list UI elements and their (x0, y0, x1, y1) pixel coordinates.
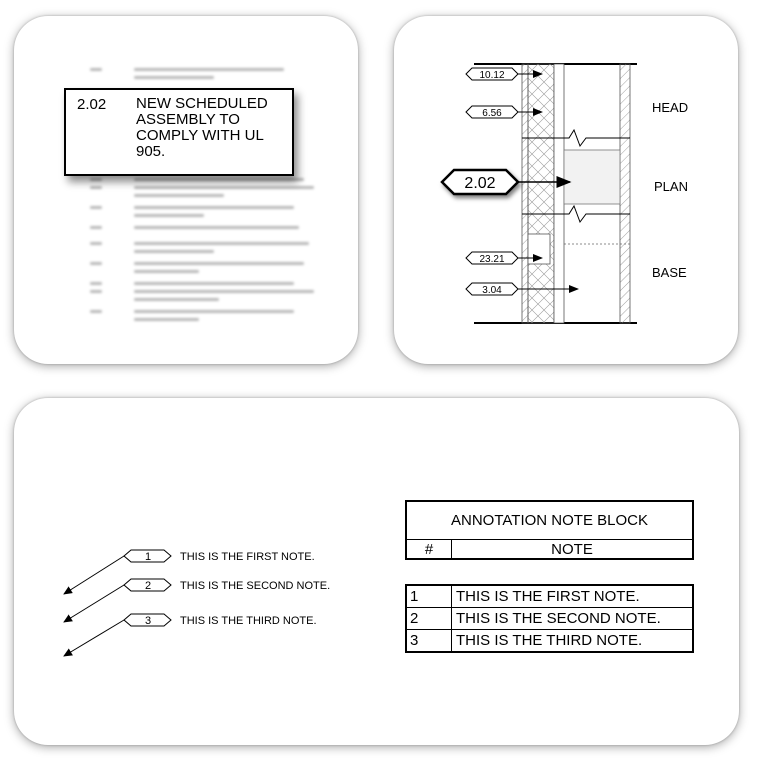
blurred-line (134, 318, 199, 321)
tag-label: 23.21 (479, 254, 505, 265)
blurred-line (90, 290, 102, 293)
leader-note-number: 1 (144, 551, 152, 563)
blurred-line (134, 310, 294, 313)
leader-note-number: 3 (144, 615, 152, 627)
base-label: BASE (652, 265, 687, 280)
leader-note-3 (64, 614, 317, 656)
leader-note-text: THIS IS THE SECOND NOTE. (180, 580, 331, 592)
note-row-text: THIS IS THE THIRD NOTE. (456, 632, 643, 649)
table-row (407, 630, 692, 652)
spec-callout-panel (14, 16, 358, 364)
blurred-line (134, 194, 224, 197)
blurred-line (134, 298, 219, 301)
callout-note-box (64, 88, 294, 176)
blurred-line (90, 242, 102, 245)
blurred-line (134, 282, 294, 285)
blurred-line (134, 262, 304, 265)
tag-label: 3.04 (482, 285, 502, 296)
note-row-number: 1 (407, 586, 452, 608)
exterior-sheathing (522, 64, 528, 323)
note-column-number-header: # (407, 540, 452, 560)
blurred-line (134, 226, 299, 229)
blurred-line (134, 206, 294, 209)
plan-label: PLAN (654, 179, 688, 194)
insulation-layer (528, 64, 554, 323)
note-row-number: 2 (407, 608, 452, 630)
blurred-line (90, 262, 102, 265)
callout-text: NEW SCHEDULED ASSEMBLY TO COMPLY WITH UL 905. (136, 95, 268, 160)
leader-notes-drawing (14, 398, 374, 745)
note-row-number: 3 (407, 630, 452, 652)
stud-layer (554, 64, 564, 323)
note-block-header (405, 500, 694, 560)
note-row-text: THIS IS THE SECOND NOTE. (456, 610, 661, 627)
note-column-note-header: NOTE (551, 541, 593, 558)
main-tag-label: 2.02 (464, 175, 496, 192)
blurred-line (90, 178, 102, 181)
wall-section-drawing (394, 16, 738, 364)
callout-number: 2.02 (77, 96, 107, 113)
blurred-line (134, 76, 214, 79)
head-label: HEAD (652, 100, 689, 115)
note-row-text: THIS IS THE FIRST NOTE. (456, 588, 640, 605)
blurred-line (90, 282, 102, 285)
note-block-table (405, 584, 694, 653)
blurred-line (134, 214, 204, 217)
leader-note-number: 2 (144, 580, 152, 592)
blurred-line (90, 186, 102, 189)
blurred-line (90, 226, 102, 229)
tag-label: 6.56 (482, 108, 502, 119)
wall-section-panel (394, 16, 738, 364)
leader-note-text: THIS IS THE THIRD NOTE. (180, 615, 317, 627)
blurred-line (134, 178, 304, 181)
annotation-notes-panel (14, 398, 739, 745)
table-row (407, 608, 692, 630)
blurred-line (90, 206, 102, 209)
leader-note-text: THIS IS THE FIRST NOTE. (180, 551, 315, 563)
blurred-line (90, 68, 102, 71)
interior-gypsum (620, 64, 630, 323)
blurred-line (134, 242, 309, 245)
blurred-line (134, 250, 214, 253)
blurred-line (134, 68, 284, 71)
blurred-line (134, 270, 199, 273)
blurred-line (134, 290, 314, 293)
blurred-line (134, 186, 314, 189)
table-row (407, 586, 692, 608)
base-blocking (528, 234, 550, 264)
blurred-line (90, 310, 102, 313)
note-block-title: ANNOTATION NOTE BLOCK (407, 502, 692, 540)
plan-section-block (564, 150, 620, 204)
tag-label: 10.12 (479, 70, 505, 81)
